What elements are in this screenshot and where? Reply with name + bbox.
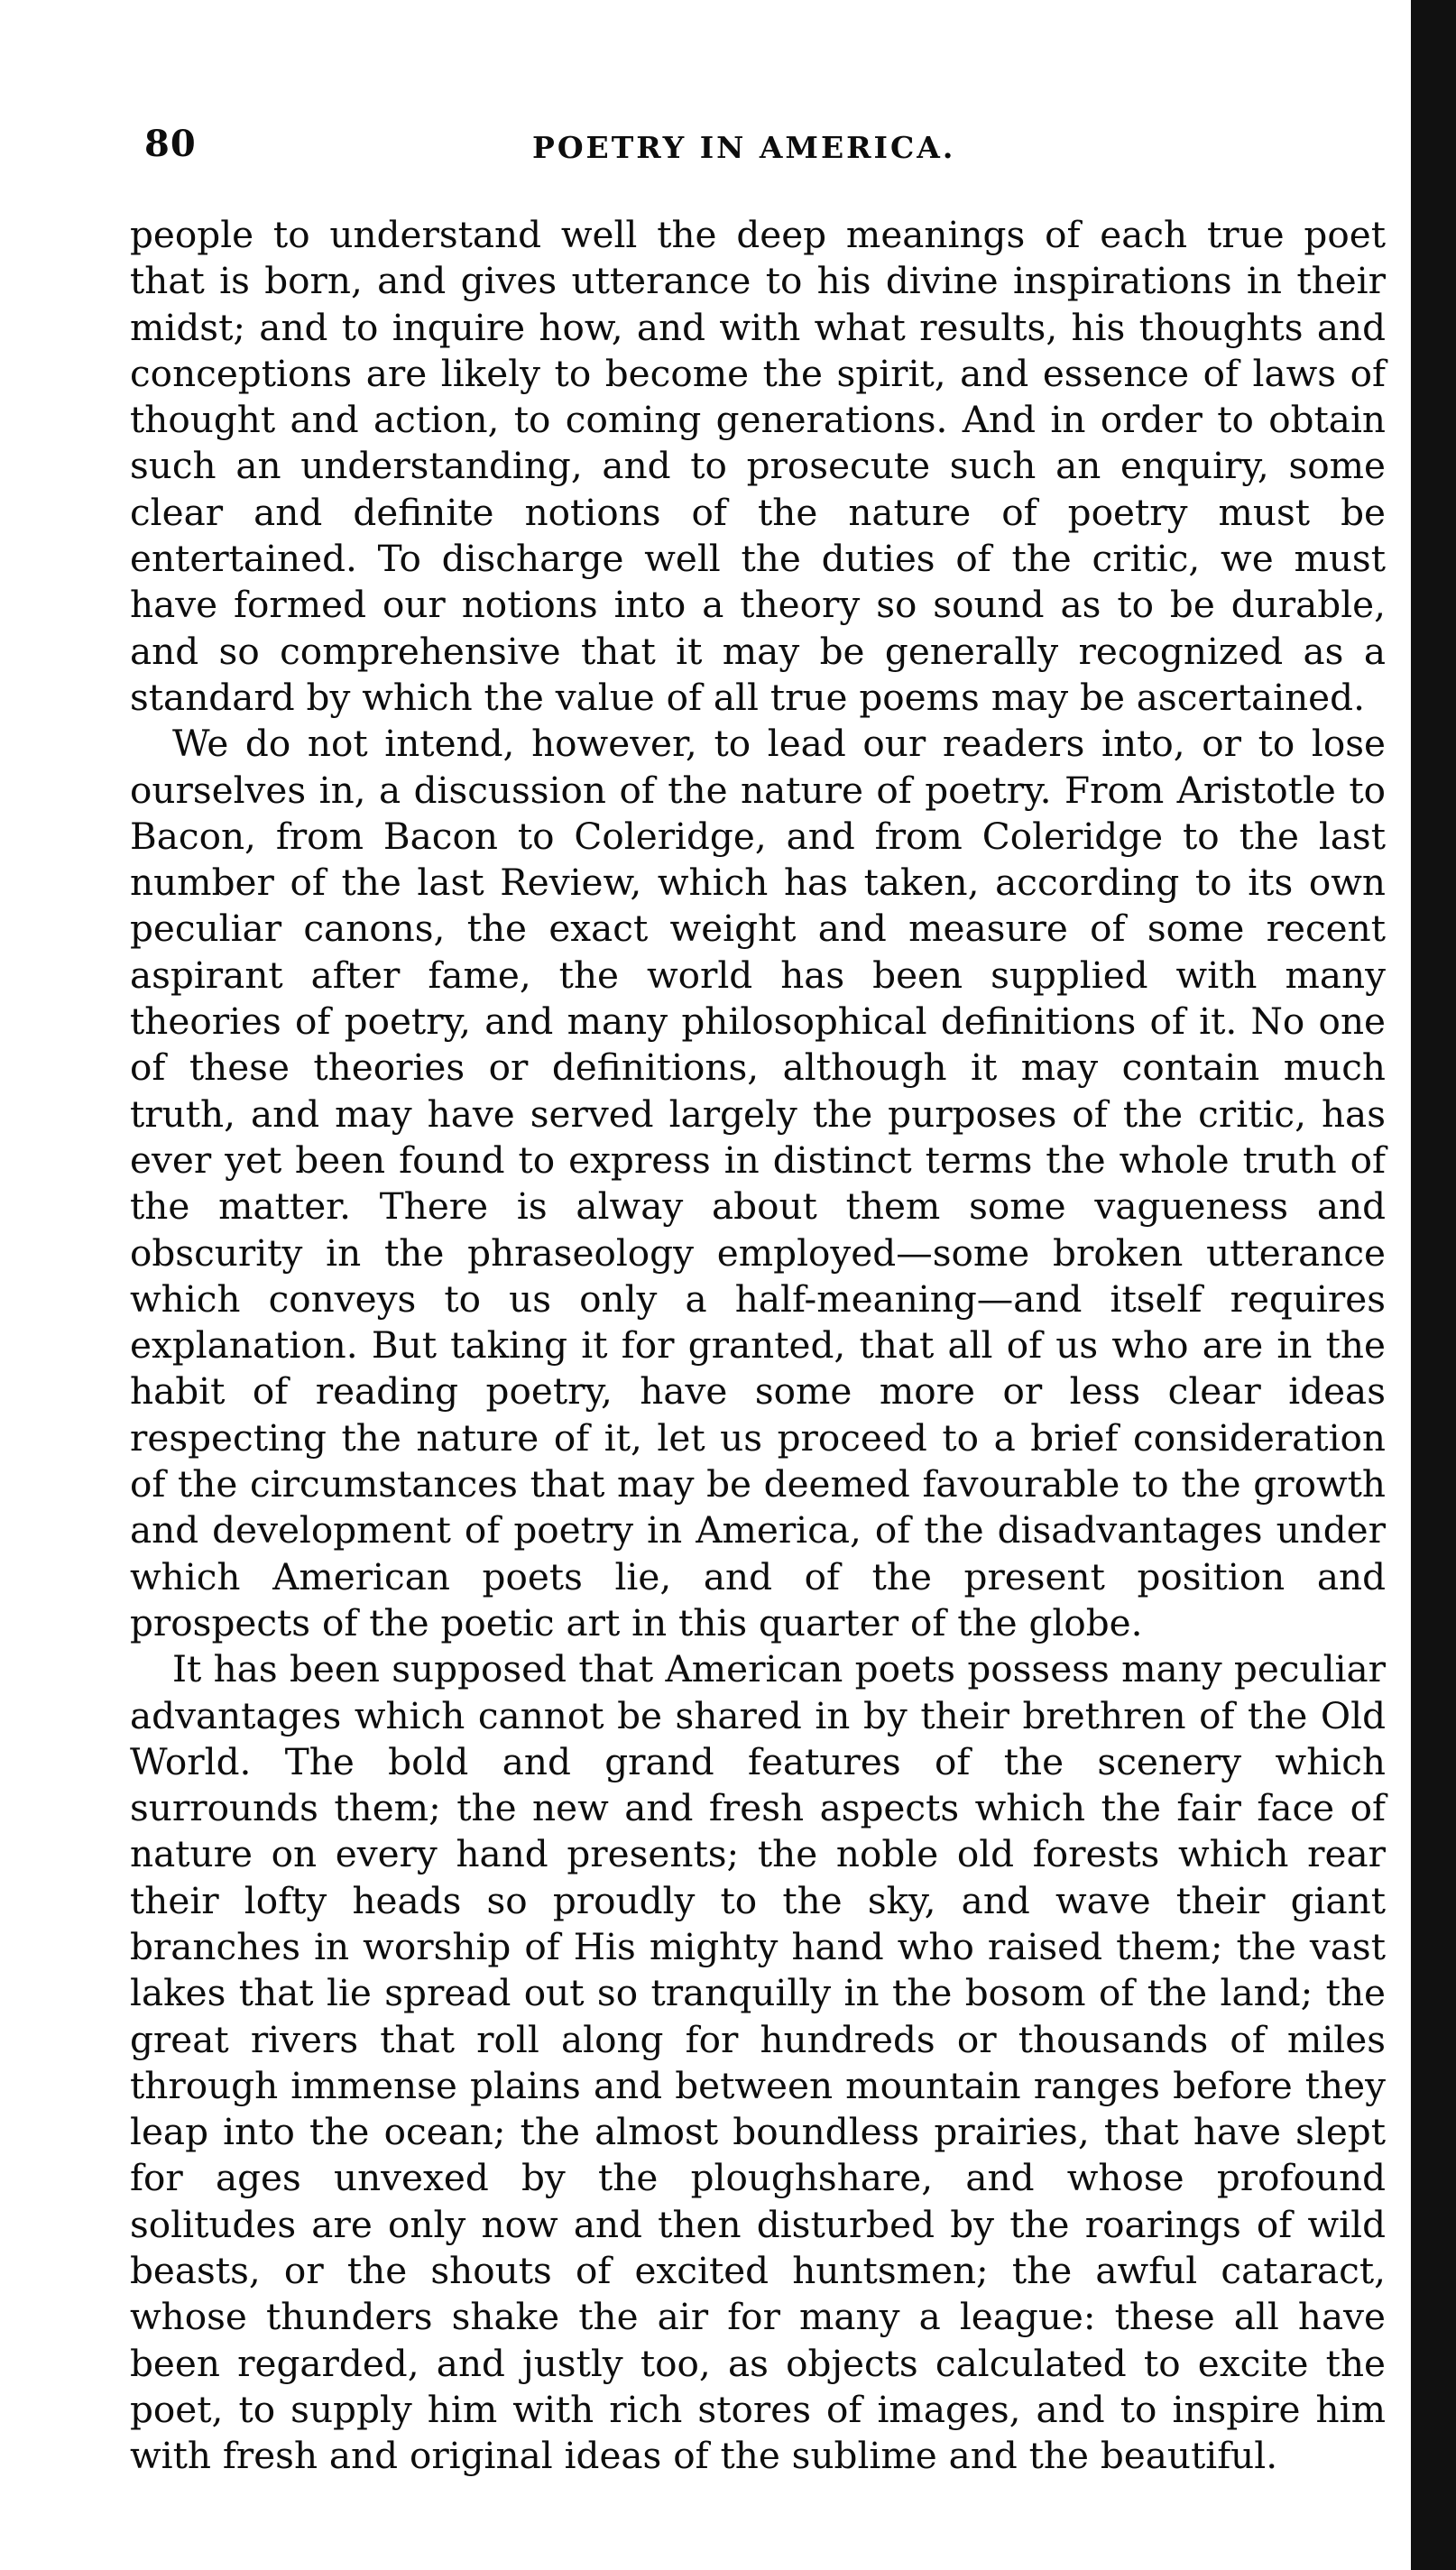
paragraph-american-advantages: It has been supposed that American poets possess many peculiar advantages which cannot be shared in by their brethren of the Old World. The bold and grand features of the scenery which surrounds them; the new and fresh aspects which the fair face of nature on every hand presents; the noble old forests which rear their lofty heads so proudly to the sky, and wave their giant branches in worship of His mighty hand who raised them; the vast lakes that lie spread out so tranquilly in the bosom of the land; the great rivers that roll along for hundreds or thousands of miles through immense plains and between mountain ranges before they leap into the ocean; the almost boundless prairies, that have slept for ages unvexed by the ploughshare, and whose profound solitudes are only now and then disturbed by the roarings of wild beasts, or the shouts of excited huntsmen; the awful cataract, whose thunders shake the air for many a league: these all have been regarded, and justly too, as objects calculated to excite the poet, to supply him with rich stores of images, and to inspire him with fresh and original ideas of the sublime and the beautiful. bbox=[130, 1647, 1386, 2478]
page-edge-shadow bbox=[1411, 0, 1456, 2570]
paragraph-continuation: people to understand well the deep meanings of each true poet that is born, and gives utterance to his divine inspirations in their midst; and to inquire how, and with what results, his thoughts and conceptions are likely to become the spirit, and essence of laws of thought and action, to coming generations. And in order to obtain such an understanding, and to prosecute such an enquiry, some clear and definite notions of the nature of poetry must be entertained. To discharge well the duties of the critic, we must have formed our notions into a theory so sound as to be durable, and so comprehensive that it may be generally recognized as a standard by which the value of all true poems may be ascertained. bbox=[130, 213, 1386, 719]
paragraph-nature-of-poetry: We do not intend, however, to lead our readers into, or to lose ourselves in, a discussion of the nature of poetry. From Aristotle to Bacon, from Bacon to Coleridge, and from Coleridge to the last number of the last Review, which has taken, according to its own peculiar canons, the exact weight and measure of some recent aspirant after fame, the world has been supplied with many theories of poetry, and many philosophical definitions of it. No one of these theories or definitions, although it may contain much truth, and may have served largely the purposes of the critic, has ever yet been found to express in distinct terms the whole truth of the matter. There is alway about them some vagueness and obscurity in the phraseology employed—some broken utterance which conveys to us only a half-meaning—and itself requires explanation. But taking it for granted, that all of us who are in the habit of reading poetry, have some more or less clear ideas respecting the nature of it, let us proceed to a brief consideration of the circumstances that may be deemed favourable to the growth and development of poetry in America, of the disadvantages under which American poets lie, and of the present position and prospects of the poetic art in this quarter of the globe. bbox=[130, 722, 1386, 1644]
page-number: 80 bbox=[144, 123, 197, 165]
running-title: POETRY IN AMERICA. bbox=[532, 130, 956, 165]
body-text bbox=[130, 212, 1386, 2480]
